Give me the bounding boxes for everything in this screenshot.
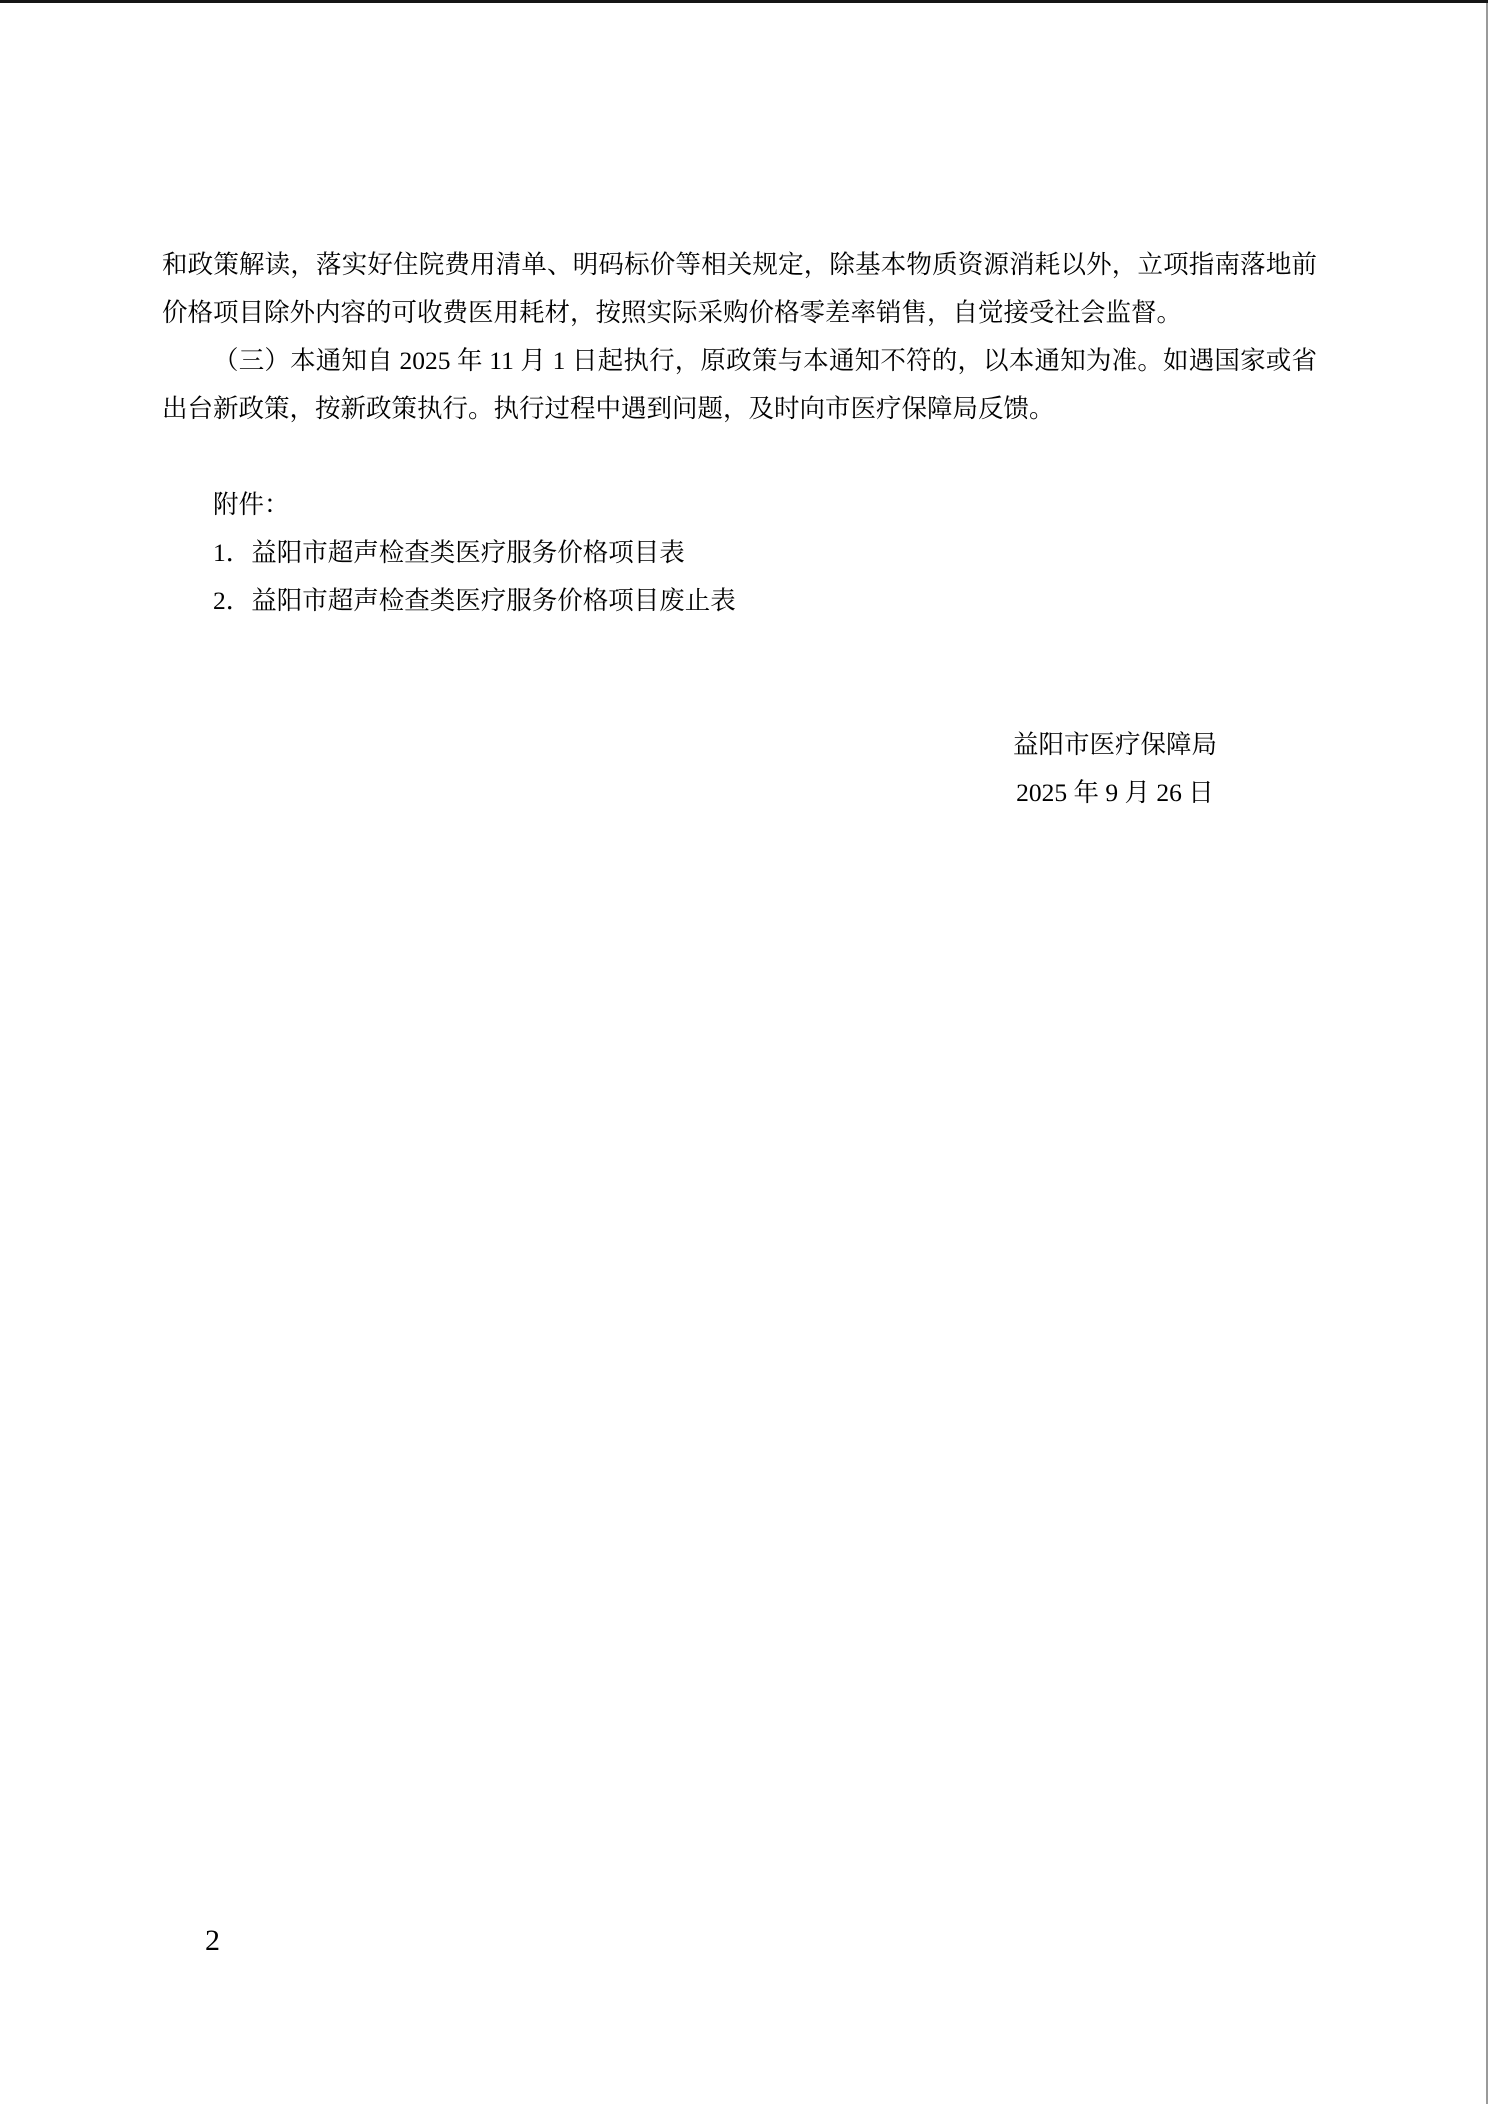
signature-organization: 益阳市医疗保障局 [1012,730,1217,759]
signature-block [1013,721,1217,817]
attachment-item: 1．益阳市超声检查类医疗服务价格项目表 [213,538,685,567]
paragraph-line: 价格项目除外内容的可收费医用耗材，按照实际采购价格零差率销售，自觉接受社会监督。 [162,298,1183,327]
document-body [162,241,1317,817]
attachment-label: 附件： [213,490,290,519]
paragraph-line: 出台新政策，按新政策执行。执行过程中遇到问题，及时向市医疗保障局反馈。 [162,394,1055,423]
page-number: 2 [205,1924,220,1957]
paragraph-line: （三）本通知自 2025 年 11 月 1 日起执行，原政策与本通知不符的，以本通知为准。如遇国家或省 [213,346,1317,375]
attachment-item: 2．益阳市超声检查类医疗服务价格项目废止表 [213,586,736,615]
signature-date: 2025 年 9 月 26 日 [1016,778,1214,807]
blank-line [162,625,1317,721]
blank-line [162,433,1317,481]
paragraph-line: 和政策解读，落实好住院费用清单、明码标价等相关规定，除基本物质资源消耗以外，立项指南落地前 [162,250,1317,279]
